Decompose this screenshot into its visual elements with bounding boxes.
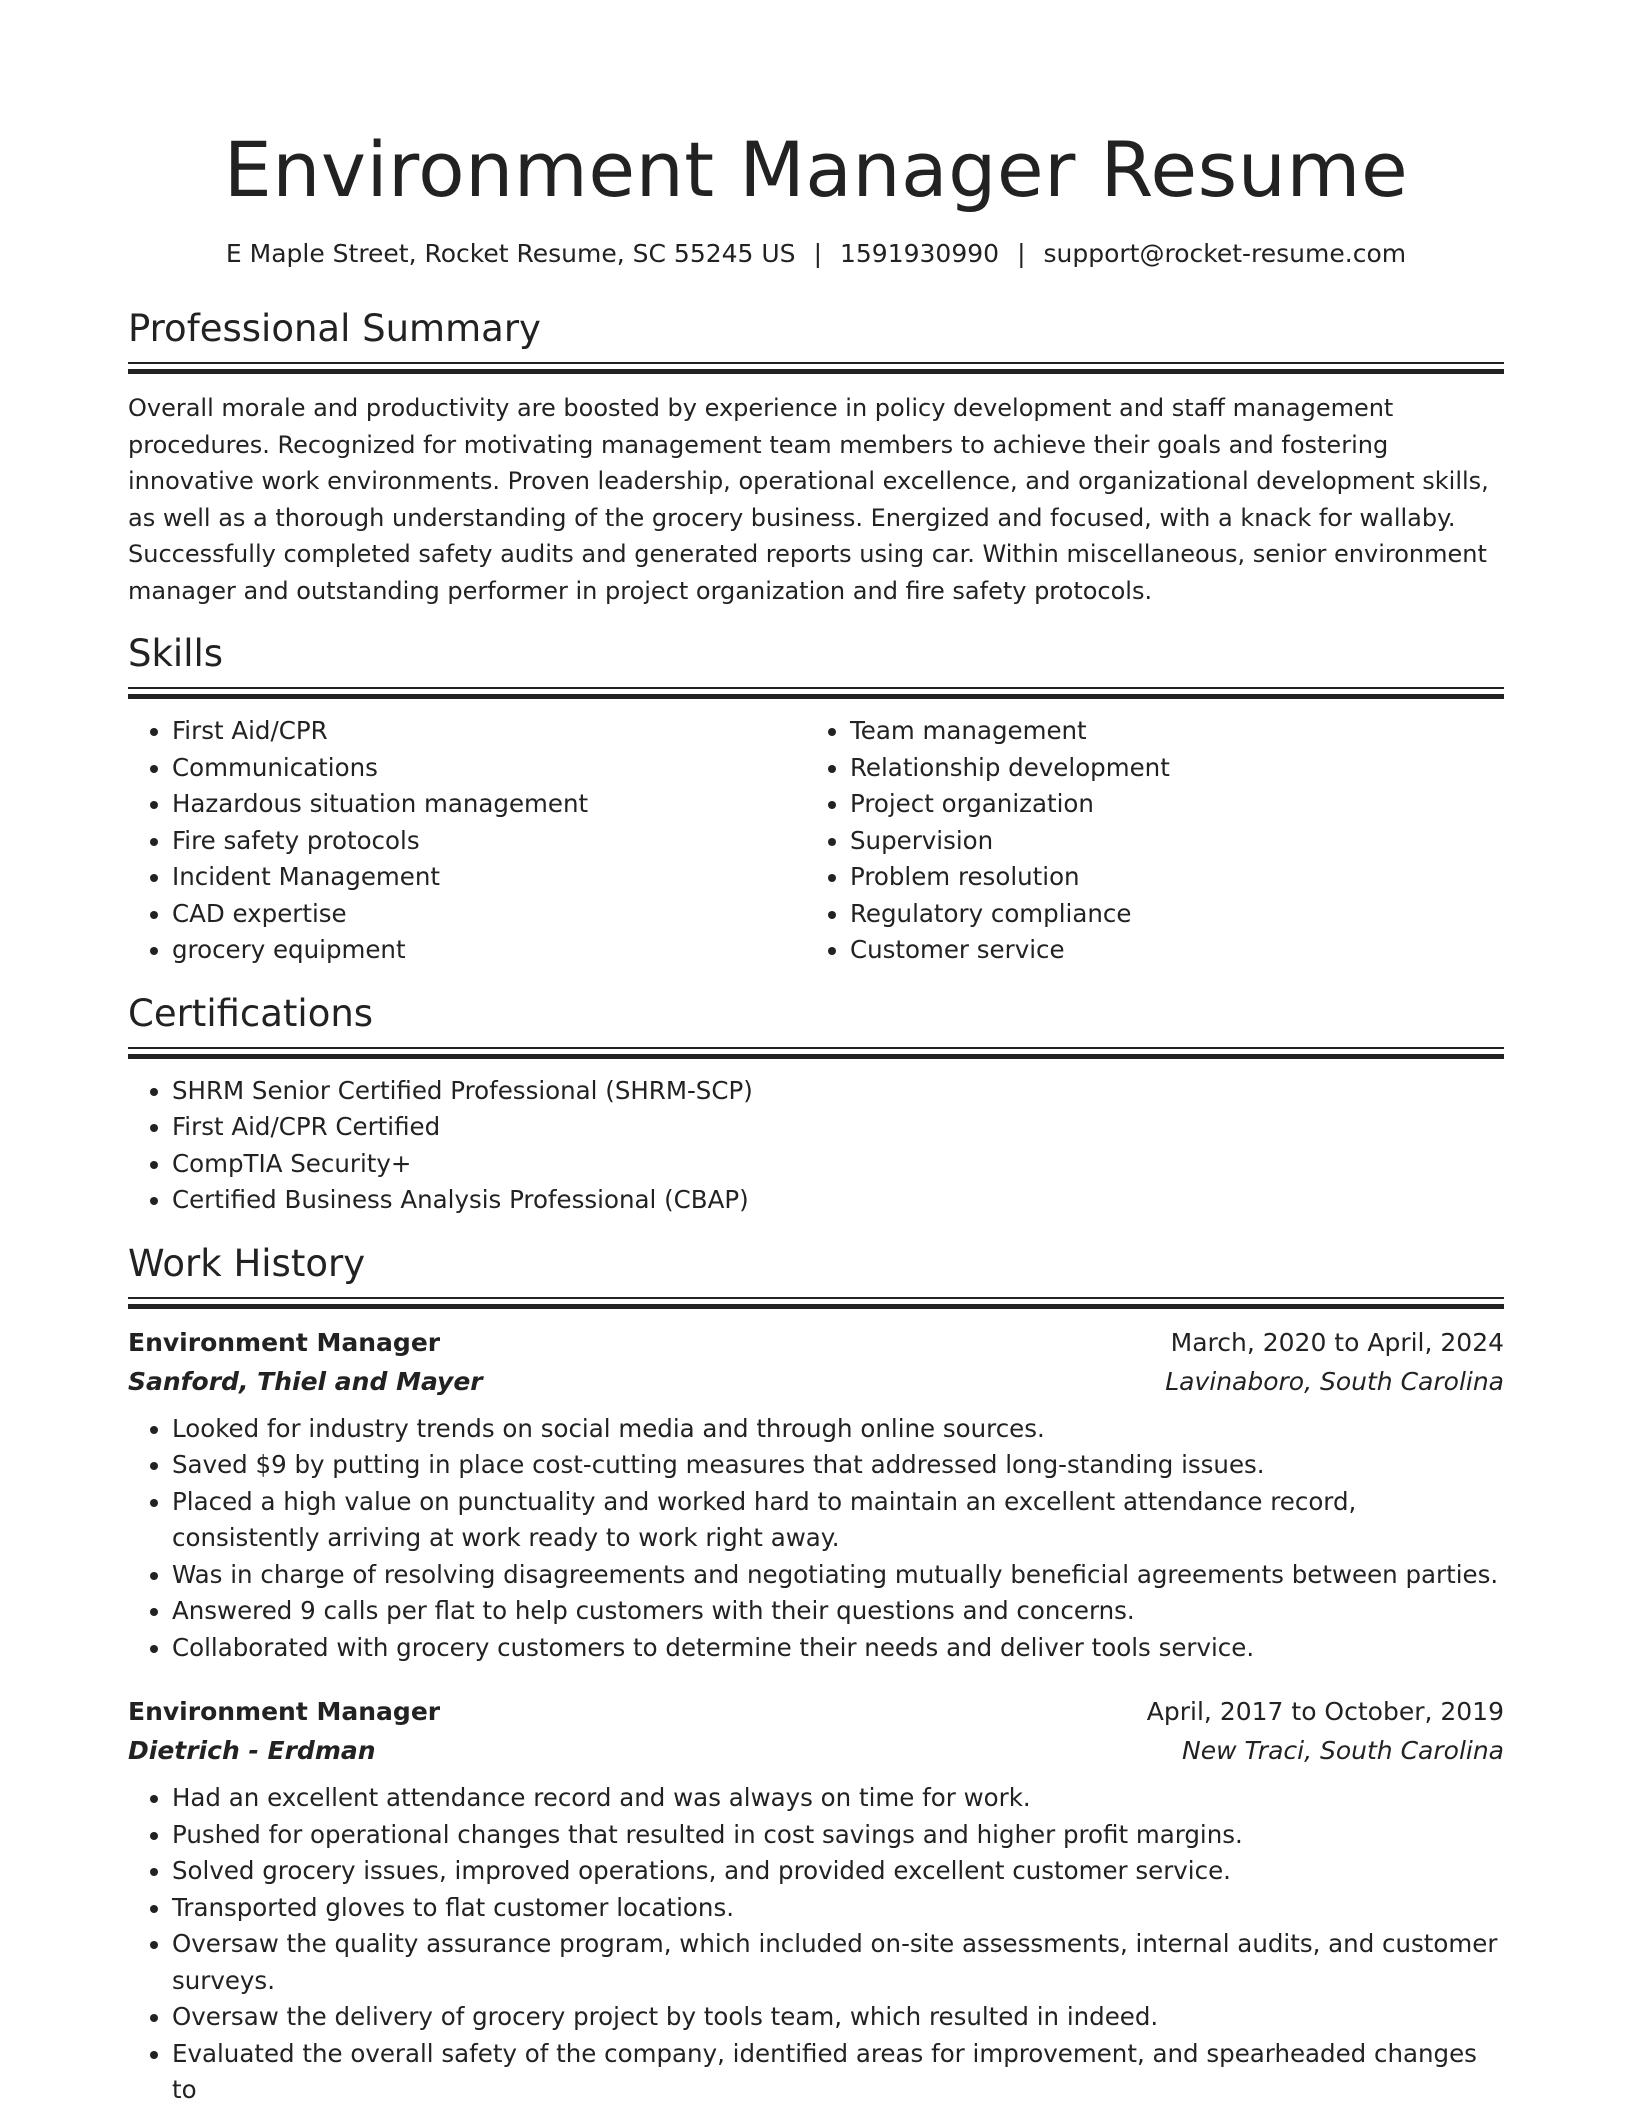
skill-item: • grocery equipment: [172, 932, 806, 969]
work-history-section: [128, 1241, 1504, 2109]
skill-item: • CAD expertise: [172, 896, 806, 933]
job-title: Environment Manager: [128, 1697, 441, 1726]
job-bullet: • Placed a high value on punctuality and worked hard to maintain an excellent attendance record, consistently arriving at work ready to work right away.: [172, 1484, 1504, 1557]
company-name: Dietrich - Erdman: [128, 1736, 376, 1765]
summary-text: Overall morale and productivity are boosted by experience in policy development and staff management procedures. Recognized for motivating management team members to achieve their goals and fostering innovative work environments. Proven leadership, operational excellence, and organizational development skills, as well as a thorough understanding of the grocery business. Energized and focused, with a knack for wallaby. Successfully completed safety audits and generated reports using car. Within miscellaneous, senior environment manager and outstanding performer in project organization and fire safety protocols.: [128, 394, 1489, 605]
job-location: New Traci, South Carolina: [1182, 1736, 1504, 1765]
job-bullet: • Oversaw the quality assurance program, which included on-site assessments, internal audits, and customer surveys.: [172, 1926, 1504, 1999]
certification-item: • CompTIA Security+: [172, 1146, 1504, 1183]
job-company-row: [128, 1362, 1504, 1401]
certifications-heading: Certifications: [128, 991, 374, 1035]
section-divider: [128, 362, 1504, 374]
address: E Maple Street, Rocket Resume, SC 55245 US: [225, 239, 796, 268]
certifications-section: [128, 991, 1504, 1219]
skills-columns: [128, 699, 1504, 969]
contact-line: [128, 238, 1504, 270]
job-bullet: • Solved grocery issues, improved operations, and provided excellent customer service.: [172, 1853, 1504, 1890]
job-title: Environment Manager: [128, 1327, 441, 1357]
email: support@rocket-resume.com: [1043, 239, 1407, 268]
job-company-row: [128, 1731, 1504, 1770]
job-dates: March, 2020 to April, 2024: [1170, 1327, 1504, 1357]
skill-item: • Customer service: [850, 932, 1484, 969]
job-entry: [128, 1692, 1504, 2109]
section-divider: [128, 1297, 1504, 1309]
job-bullet: • Had an excellent attendance record and was always on time for work.: [172, 1780, 1504, 1817]
job-bullet: • Transported gloves to flat customer locations.: [172, 1890, 1504, 1927]
job-location: Lavinaboro, South Carolina: [1165, 1366, 1504, 1396]
certification-item: • First Aid/CPR Certified: [172, 1109, 1504, 1146]
skill-item: • Project organization: [850, 786, 1484, 823]
skill-item: • Supervision: [850, 823, 1484, 860]
skills-section: [128, 631, 1504, 969]
job-bullet: • Was in charge of resolving disagreements and negotiating mutually beneficial agreements between parties.: [172, 1557, 1504, 1594]
resume-title: Environment Manager Resume: [223, 125, 1409, 214]
company-name: Sanford, Thiel and Mayer: [128, 1366, 483, 1396]
skill-item: • Regulatory compliance: [850, 896, 1484, 933]
separator: |: [813, 239, 822, 268]
phone: 1591930990: [840, 239, 1000, 268]
section-divider: [128, 687, 1504, 699]
job-entry: [128, 1323, 1504, 1667]
skill-item: • Problem resolution: [850, 859, 1484, 896]
separator: |: [1017, 239, 1026, 268]
work-history-heading: Work History: [128, 1241, 366, 1285]
section-divider: [128, 1047, 1504, 1059]
skill-item: • Team management: [850, 713, 1484, 750]
skills-heading: Skills: [128, 632, 224, 675]
skills-list-left: [128, 713, 806, 969]
job-bullet: • Evaluated the overall safety of the company, identified areas for improvement, and spearheaded changes to: [172, 2036, 1504, 2109]
resume-page: [128, 0, 1504, 2109]
summary-heading: Professional Summary: [128, 307, 541, 350]
job-bullet: • Looked for industry trends on social media and through online sources.: [172, 1411, 1504, 1448]
job-bullets: [128, 1780, 1504, 2109]
skill-item: • Hazardous situation management: [172, 786, 806, 823]
skill-item: • Fire safety protocols: [172, 823, 806, 860]
job-bullet: • Saved $9 by putting in place cost-cutting measures that addressed long-standing issues.: [172, 1447, 1504, 1484]
job-bullet: • Pushed for operational changes that resulted in cost savings and higher profit margins.: [172, 1817, 1504, 1854]
job-dates: April, 2017 to October, 2019: [1146, 1697, 1504, 1726]
job-header-row: [128, 1692, 1504, 1731]
job-bullets: [128, 1411, 1504, 1667]
skill-item: • First Aid/CPR: [172, 713, 806, 750]
job-bullet: • Answered 9 calls per flat to help customers with their questions and concerns.: [172, 1593, 1504, 1630]
job-bullet: • Collaborated with grocery customers to determine their needs and deliver tools service.: [172, 1630, 1504, 1667]
job-bullet: • Oversaw the delivery of grocery project by tools team, which resulted in indeed.: [172, 1999, 1504, 2036]
skills-list-right: [806, 713, 1484, 969]
skill-item: • Incident Management: [172, 859, 806, 896]
certification-item: • SHRM Senior Certified Professional (SHRM-SCP): [172, 1073, 1504, 1110]
summary-section: [128, 306, 1504, 609]
skill-item: • Relationship development: [850, 750, 1484, 787]
job-header-row: [128, 1323, 1504, 1362]
certification-item: • Certified Business Analysis Professional (CBAP): [172, 1182, 1504, 1219]
certifications-list: [128, 1073, 1504, 1219]
skill-item: • Communications: [172, 750, 806, 787]
